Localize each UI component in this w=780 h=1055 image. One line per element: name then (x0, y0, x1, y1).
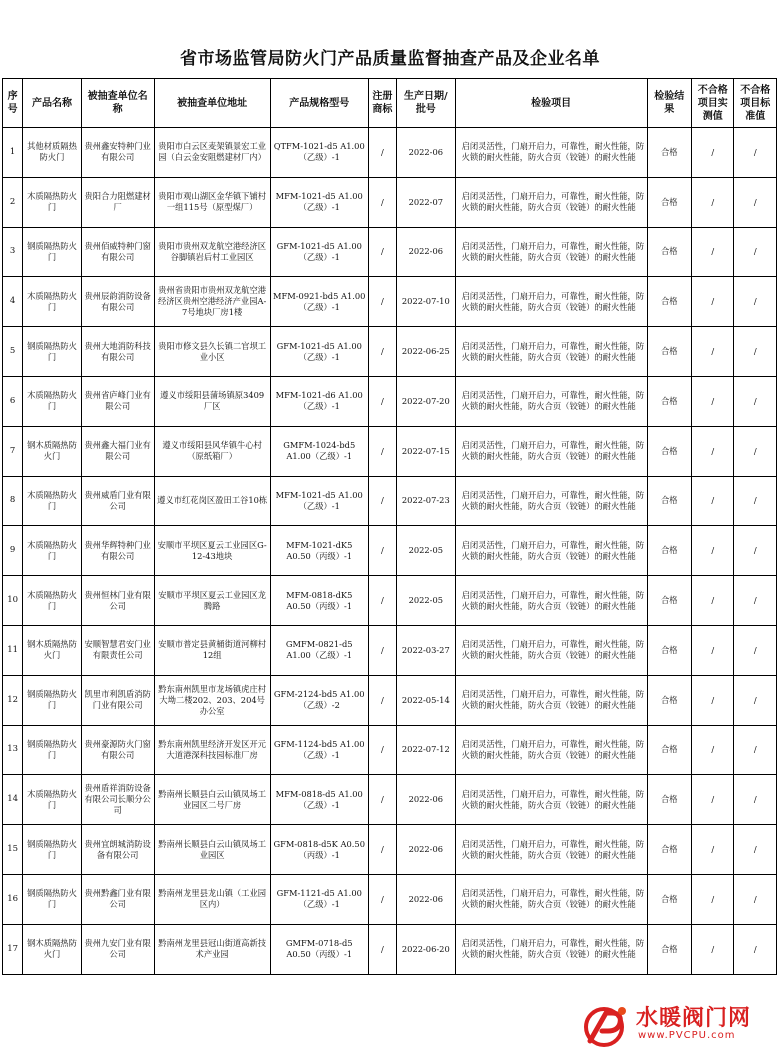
inspection-table (2, 78, 777, 975)
cell-result: 合格 (647, 526, 691, 576)
cell-seq: 14 (3, 775, 23, 825)
cell-model: MFM-0818-dK5 A0.50（丙级）-1 (270, 576, 368, 626)
cell-address: 贵阳市贵州双龙航空港经济区谷脚镇岩后村工业园区 (154, 227, 270, 277)
cell-result: 合格 (647, 825, 691, 875)
cell-company: 贵阳合力阻燃建材厂 (81, 177, 154, 227)
header-company: 被抽查单位名称 (81, 79, 154, 128)
cell-company: 贵州黔鑫门业有限公司 (81, 874, 154, 924)
cell-result: 合格 (647, 327, 691, 377)
cell-date: 2022-06 (397, 128, 456, 178)
table-row (3, 576, 777, 626)
cell-seq: 1 (3, 128, 23, 178)
cell-standard: / (734, 675, 777, 725)
cell-model: MFM-0818-d5 A1.00（乙级）-1 (270, 775, 368, 825)
table-row (3, 725, 777, 775)
table-row (3, 177, 777, 227)
cell-company: 贵州盾祥消防设备有限公司长顺分公司 (81, 775, 154, 825)
cell-standard: / (734, 277, 777, 327)
cell-trademark: / (368, 177, 396, 227)
cell-seq: 7 (3, 426, 23, 476)
cell-standard: / (734, 576, 777, 626)
cell-items: 启闭灵活性，门扇开启力，可靠性，耐火性能，防火锁的耐火性能，防火合页（铰链）的耐火性能 (455, 376, 647, 426)
cell-items: 启闭灵活性，门扇开启力，可靠性，耐火性能，防火锁的耐火性能，防火合页（铰链）的耐火性能 (455, 526, 647, 576)
cell-address: 黔南州长顺县白云山镇凤场工业园区二号厂房 (154, 775, 270, 825)
cell-seq: 11 (3, 625, 23, 675)
cell-seq: 16 (3, 874, 23, 924)
table-row (3, 476, 777, 526)
cell-seq: 13 (3, 725, 23, 775)
cell-seq: 2 (3, 177, 23, 227)
cell-result: 合格 (647, 775, 691, 825)
cell-trademark: / (368, 277, 396, 327)
cell-seq: 4 (3, 277, 23, 327)
cell-product: 钢质隔热防火门 (23, 825, 82, 875)
cell-seq: 9 (3, 526, 23, 576)
cell-trademark: / (368, 327, 396, 377)
watermark-url: www.PVCPU.com (638, 1030, 736, 1041)
cell-measured: / (692, 675, 734, 725)
cell-company: 凯里市利凯盾消防门业有限公司 (81, 675, 154, 725)
cell-result: 合格 (647, 227, 691, 277)
table-header-row (3, 79, 777, 128)
cell-date: 2022-06-20 (397, 924, 456, 974)
header-product: 产品名称 (23, 79, 82, 128)
cell-measured: / (692, 277, 734, 327)
cell-items: 启闭灵活性，门扇开启力，可靠性，耐火性能，防火锁的耐火性能，防火合页（铰链）的耐火性能 (455, 625, 647, 675)
cell-model: GMFM-1024-bd5 A1.00（乙级）-1 (270, 426, 368, 476)
header-measured: 不合格项目实测值 (692, 79, 734, 128)
table-row (3, 376, 777, 426)
cell-result: 合格 (647, 576, 691, 626)
cell-measured: / (692, 625, 734, 675)
cell-result: 合格 (647, 476, 691, 526)
cell-standard: / (734, 526, 777, 576)
cell-address: 贵阳市白云区麦架镇景宏工业园（白云金安阻燃建材厂内） (154, 128, 270, 178)
cell-company: 贵州威盾门业有限公司 (81, 476, 154, 526)
cell-date: 2022-05 (397, 526, 456, 576)
cell-date: 2022-07-10 (397, 277, 456, 327)
cell-model: MFM-1021-dK5 A0.50（丙级）-1 (270, 526, 368, 576)
cell-seq: 6 (3, 376, 23, 426)
header-standard: 不合格项目标准值 (734, 79, 777, 128)
cell-model: QTFM-1021-d5 A1.00（乙级）-1 (270, 128, 368, 178)
table-row (3, 128, 777, 178)
cell-address: 黔东南州凯里市龙场镇虎庄村大坳二楼202、203、204号办公室 (154, 675, 270, 725)
cell-date: 2022-07-15 (397, 426, 456, 476)
cell-standard: / (734, 625, 777, 675)
cell-trademark: / (368, 675, 396, 725)
cell-company: 贵州九安门业有限公司 (81, 924, 154, 974)
cell-measured: / (692, 874, 734, 924)
cell-measured: / (692, 426, 734, 476)
cell-model: GMFM-0821-d5 A1.00（乙级）-1 (270, 625, 368, 675)
cell-items: 启闭灵活性，门扇开启力，可靠性，耐火性能，防火锁的耐火性能，防火合页（铰链）的耐火性能 (455, 725, 647, 775)
header-seq: 序号 (3, 79, 23, 128)
cell-product: 木质隔热防火门 (23, 277, 82, 327)
cell-standard: / (734, 476, 777, 526)
cell-address: 贵州省贵阳市贵州双龙航空港经济区贵州空港经济产业园A-7号地块厂房1楼 (154, 277, 270, 327)
cell-model: MFM-1021-d5 A1.00（乙级）-1 (270, 476, 368, 526)
cell-date: 2022-06 (397, 825, 456, 875)
table-row (3, 327, 777, 377)
cell-trademark: / (368, 576, 396, 626)
cell-model: GFM-1021-d5 A1.00（乙级）-1 (270, 327, 368, 377)
table-row (3, 526, 777, 576)
cell-trademark: / (368, 476, 396, 526)
cell-product: 木质隔热防火门 (23, 476, 82, 526)
cell-company: 安顺智慧君安门业有限责任公司 (81, 625, 154, 675)
cell-trademark: / (368, 376, 396, 426)
cell-standard: / (734, 227, 777, 277)
cell-date: 2022-06 (397, 227, 456, 277)
cell-address: 贵阳市修文县久长镇二官坝工业小区 (154, 327, 270, 377)
table-row (3, 775, 777, 825)
cell-seq: 3 (3, 227, 23, 277)
cell-date: 2022-03-27 (397, 625, 456, 675)
cell-model: GFM-1124-bd5 A1.00（乙级）-1 (270, 725, 368, 775)
cell-address: 遵义市红花岗区盈田工谷10栋 (154, 476, 270, 526)
cell-items: 启闭灵活性，门扇开启力，可靠性，耐火性能，防火锁的耐火性能，防火合页（铰链）的耐火性能 (455, 874, 647, 924)
cell-date: 2022-06 (397, 874, 456, 924)
cell-standard: / (734, 426, 777, 476)
page-title: 省市场监管局防火门产品质量监督抽查产品及企业名单 (180, 49, 600, 69)
header-trademark: 注册商标 (368, 79, 396, 128)
cell-items: 启闭灵活性，门扇开启力，可靠性，耐火性能，防火锁的耐火性能，防火合页（铰链）的耐火性能 (455, 476, 647, 526)
cell-measured: / (692, 526, 734, 576)
cell-product: 钢质隔热防火门 (23, 874, 82, 924)
cell-result: 合格 (647, 874, 691, 924)
cell-address: 黔南州龙里县冠山街道高新技术产业园 (154, 924, 270, 974)
watermark-name: 水暖阀门网 (636, 1006, 752, 1031)
cell-product: 钢质隔热防火门 (23, 725, 82, 775)
cell-company: 贵州省庐峰门业有限公司 (81, 376, 154, 426)
cell-date: 2022-05 (397, 576, 456, 626)
cell-standard: / (734, 177, 777, 227)
cell-model: MFM-0921-bd5 A1.00（乙级）-1 (270, 277, 368, 327)
cell-trademark: / (368, 128, 396, 178)
cell-address: 黔南州龙里县龙山镇（工业园区内） (154, 874, 270, 924)
cell-company: 贵州宜朗城消防设备有限公司 (81, 825, 154, 875)
cell-standard: / (734, 775, 777, 825)
cell-measured: / (692, 177, 734, 227)
header-address: 被抽查单位地址 (154, 79, 270, 128)
cell-result: 合格 (647, 376, 691, 426)
cell-product: 钢木质隔热防火门 (23, 625, 82, 675)
cell-model: GFM-2124-bd5 A1.00（乙级）-2 (270, 675, 368, 725)
cell-standard: / (734, 874, 777, 924)
cell-address: 遵义市绥阳县风华镇牛心村（原纸箱厂） (154, 426, 270, 476)
cell-items: 启闭灵活性，门扇开启力，可靠性，耐火性能，防火锁的耐火性能，防火合页（铰链）的耐火性能 (455, 177, 647, 227)
cell-date: 2022-05-14 (397, 675, 456, 725)
cell-seq: 10 (3, 576, 23, 626)
table-body (3, 128, 777, 975)
cell-address: 安顺市普定县黄桶街道河柳村12组 (154, 625, 270, 675)
cell-date: 2022-07-20 (397, 376, 456, 426)
cell-result: 合格 (647, 924, 691, 974)
cell-address: 安顺市平坝区夏云工业园区龙腾路 (154, 576, 270, 626)
cell-measured: / (692, 476, 734, 526)
cell-seq: 15 (3, 825, 23, 875)
pipe-logo-icon (582, 1001, 630, 1049)
cell-trademark: / (368, 924, 396, 974)
cell-trademark: / (368, 825, 396, 875)
cell-date: 2022-06-25 (397, 327, 456, 377)
cell-model: GFM-1021-d5 A1.00（乙级）-1 (270, 227, 368, 277)
cell-result: 合格 (647, 625, 691, 675)
cell-standard: / (734, 924, 777, 974)
table-row (3, 227, 777, 277)
cell-items: 启闭灵活性，门扇开启力，可靠性，耐火性能，防火锁的耐火性能，防火合页（铰链）的耐火性能 (455, 426, 647, 476)
cell-result: 合格 (647, 128, 691, 178)
cell-trademark: / (368, 775, 396, 825)
cell-address: 黔东南州凯里经济开发区开元大道港深科技园标准厂房 (154, 725, 270, 775)
cell-measured: / (692, 825, 734, 875)
cell-seq: 8 (3, 476, 23, 526)
cell-standard: / (734, 327, 777, 377)
cell-product: 钢木质隔热防火门 (23, 924, 82, 974)
cell-company: 贵州辰韵消防设备有限公司 (81, 277, 154, 327)
table-row (3, 675, 777, 725)
header-items: 检验项目 (455, 79, 647, 128)
cell-items: 启闭灵活性，门扇开启力，可靠性，耐火性能，防火锁的耐火性能，防火合页（铰链）的耐火性能 (455, 128, 647, 178)
table-row (3, 825, 777, 875)
cell-company: 贵州华辉特种门业有限公司 (81, 526, 154, 576)
cell-items: 启闭灵活性，门扇开启力，可靠性，耐火性能，防火锁的耐火性能，防火合页（铰链）的耐火性能 (455, 227, 647, 277)
cell-company: 贵州鑫安特种门业有限公司 (81, 128, 154, 178)
cell-measured: / (692, 128, 734, 178)
cell-seq: 12 (3, 675, 23, 725)
cell-measured: / (692, 775, 734, 825)
cell-date: 2022-07-12 (397, 725, 456, 775)
cell-product: 木质隔热防火门 (23, 576, 82, 626)
cell-address: 黔南州长顺县白云山镇凤场工业园区 (154, 825, 270, 875)
table-row (3, 924, 777, 974)
cell-standard: / (734, 128, 777, 178)
cell-items: 启闭灵活性，门扇开启力，可靠性，耐火性能，防火锁的耐火性能，防火合页（铰链）的耐火性能 (455, 825, 647, 875)
cell-standard: / (734, 725, 777, 775)
table-row (3, 625, 777, 675)
cell-measured: / (692, 725, 734, 775)
cell-measured: / (692, 376, 734, 426)
cell-date: 2022-07-23 (397, 476, 456, 526)
header-model: 产品规格型号 (270, 79, 368, 128)
cell-seq: 17 (3, 924, 23, 974)
cell-product: 钢质隔热防火门 (23, 327, 82, 377)
cell-items: 启闭灵活性，门扇开启力，可靠性，耐火性能，防火锁的耐火性能，防火合页（铰链）的耐火性能 (455, 924, 647, 974)
cell-product: 钢质隔热防火门 (23, 675, 82, 725)
watermark-logo (582, 999, 774, 1051)
cell-measured: / (692, 576, 734, 626)
cell-trademark: / (368, 874, 396, 924)
cell-result: 合格 (647, 675, 691, 725)
cell-company: 贵州豪源防火门窗有限公司 (81, 725, 154, 775)
cell-model: MFM-1021-d6 A1.00（乙级）-1 (270, 376, 368, 426)
cell-model: GMFM-0718-d5 A0.50（丙级）-1 (270, 924, 368, 974)
cell-trademark: / (368, 426, 396, 476)
cell-address: 贵阳市观山湖区金华镇下铺村一组115号（原型煤厂） (154, 177, 270, 227)
cell-company: 贵州大地消防科技有限公司 (81, 327, 154, 377)
cell-items: 启闭灵活性，门扇开启力，可靠性，耐火性能，防火锁的耐火性能，防火合页（铰链）的耐火性能 (455, 576, 647, 626)
header-date: 生产日期/批号 (397, 79, 456, 128)
cell-trademark: / (368, 227, 396, 277)
cell-product: 木质隔热防火门 (23, 177, 82, 227)
cell-company: 贵州佰威特种门窗有限公司 (81, 227, 154, 277)
cell-result: 合格 (647, 277, 691, 327)
cell-company: 贵州鑫大福门业有限公司 (81, 426, 154, 476)
table-row (3, 426, 777, 476)
cell-product: 钢质隔热防火门 (23, 227, 82, 277)
cell-model: MFM-1021-d5 A1.00（乙级）-1 (270, 177, 368, 227)
table-row (3, 277, 777, 327)
cell-company: 贵州恒林门业有限公司 (81, 576, 154, 626)
cell-result: 合格 (647, 177, 691, 227)
cell-measured: / (692, 924, 734, 974)
cell-address: 遵义市绥阳县蒲场镇原3409厂区 (154, 376, 270, 426)
cell-measured: / (692, 327, 734, 377)
cell-result: 合格 (647, 725, 691, 775)
cell-trademark: / (368, 725, 396, 775)
cell-address: 安顺市平坝区夏云工业园区G-12-43地块 (154, 526, 270, 576)
cell-product: 木质隔热防火门 (23, 376, 82, 426)
header-result: 检验结果 (647, 79, 691, 128)
cell-measured: / (692, 227, 734, 277)
cell-standard: / (734, 376, 777, 426)
cell-standard: / (734, 825, 777, 875)
cell-product: 木质隔热防火门 (23, 526, 82, 576)
cell-model: GFM-0818-d5K A0.50（丙级）-1 (270, 825, 368, 875)
table-row (3, 874, 777, 924)
cell-date: 2022-07 (397, 177, 456, 227)
cell-items: 启闭灵活性，门扇开启力，可靠性，耐火性能，防火锁的耐火性能，防火合页（铰链）的耐火性能 (455, 277, 647, 327)
cell-trademark: / (368, 526, 396, 576)
cell-date: 2022-06 (397, 775, 456, 825)
cell-product: 木质隔热防火门 (23, 775, 82, 825)
cell-items: 启闭灵活性，门扇开启力，可靠性，耐火性能，防火锁的耐火性能，防火合页（铰链）的耐火性能 (455, 327, 647, 377)
cell-trademark: / (368, 625, 396, 675)
cell-items: 启闭灵活性，门扇开启力，可靠性，耐火性能，防火锁的耐火性能，防火合页（铰链）的耐火性能 (455, 675, 647, 725)
cell-items: 启闭灵活性，门扇开启力，可靠性，耐火性能，防火锁的耐火性能，防火合页（铰链）的耐火性能 (455, 775, 647, 825)
cell-product: 钢木质隔热防火门 (23, 426, 82, 476)
cell-product: 其他材质隔热防火门 (23, 128, 82, 178)
cell-model: GFM-1121-d5 A1.00（乙级）-1 (270, 874, 368, 924)
cell-seq: 5 (3, 327, 23, 377)
cell-result: 合格 (647, 426, 691, 476)
